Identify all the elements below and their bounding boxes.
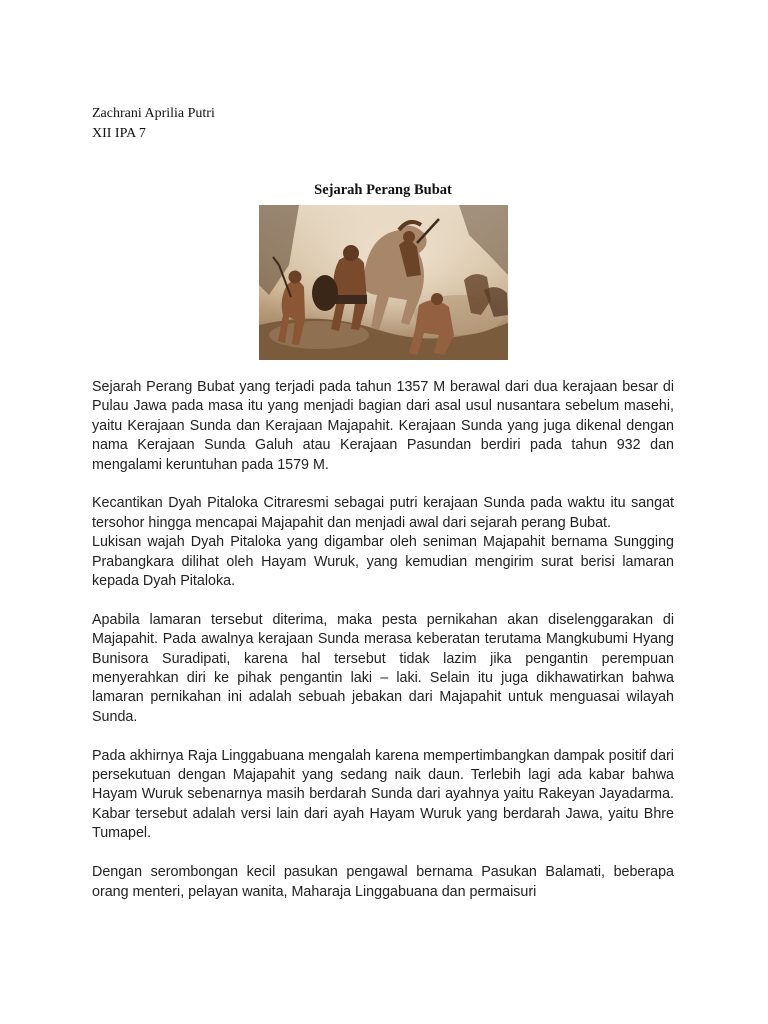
document-title: Sejarah Perang Bubat xyxy=(314,182,452,198)
battle-illustration xyxy=(259,205,508,360)
battle-painting-icon xyxy=(259,205,508,360)
paragraph-2: Kecantikan Dyah Pitaloka Citraresmi sebagai putri kerajaan Sunda pada waktu itu sangat tersohor hingga mencapai Majapahit dan menjadi awal dari sejarah perang Bubat. xyxy=(92,495,674,531)
author-block xyxy=(92,104,215,144)
paragraph-4: Apabila lamaran tersebut diterima, maka pesta pernikahan akan diselenggarakan di Majapahit. Pada awalnya kerajaan Sunda merasa keberatan terutama Mangkubumi Hyang Bunisora Suradipati, karena hal tersebut tidak lazim jika pengantin perempuan menyerahkan diri ke pihak pengantin laki – laki. Selain itu juga dikhawatirkan bahwa lamaran pernikahan ini adalah sebuah jebakan dari Majapahit untuk menguasai wilayah Sunda. xyxy=(92,611,674,725)
author-class: XII IPA 7 xyxy=(92,126,146,141)
paragraph-5: Pada akhirnya Raja Linggabuana mengalah karena mempertimbangkan dampak positif dari persekutuan dengan Majapahit yang sedang naik daun. Terlebih lagi ada kabar bahwa Hayam Wuruk sebenarnya masih berdarah Sunda dari ayahnya yaitu Rakeyan Jayadarma. Kabar tersebut adalah versi lain dari ayah Hayam Wuruk yang berdarah Jawa, yaitu Bhre Tumapel. xyxy=(92,747,674,842)
paragraph-1: Sejarah Perang Bubat yang terjadi pada tahun 1357 M berawal dari dua kerajaan besar di Pulau Jawa pada masa itu yang menjadi bagian dari asal usul nusantara sebelum masehi, yaitu Kerajaan Sunda dan Kerajaan Majapahit. Kerajaan Sunda yang juga dikenal dengan nama Kerajaan Sunda Galuh atau Kerajaan Pasundan berdiri pada tahun 932 dan mengalami keruntuhan pada 1579 M. xyxy=(92,379,674,473)
author-name: Zachrani Aprilia Putri xyxy=(92,106,215,121)
paragraph-6: Dengan serombongan kecil pasukan pengawal bernama Pasukan Balamati, beberapa orang menteri, pelayan wanita, Maharaja Linggabuana dan permaisuri xyxy=(92,864,674,900)
paragraph-3: Lukisan wajah Dyah Pitaloka yang digambar oleh seniman Majapahit bernama Sungging Prabangkara dilihat oleh Hayam Wuruk, yang kemudian mengirim surat berisi lamaran kepada Dyah Pitaloka. xyxy=(92,534,674,590)
document-body xyxy=(92,378,674,921)
